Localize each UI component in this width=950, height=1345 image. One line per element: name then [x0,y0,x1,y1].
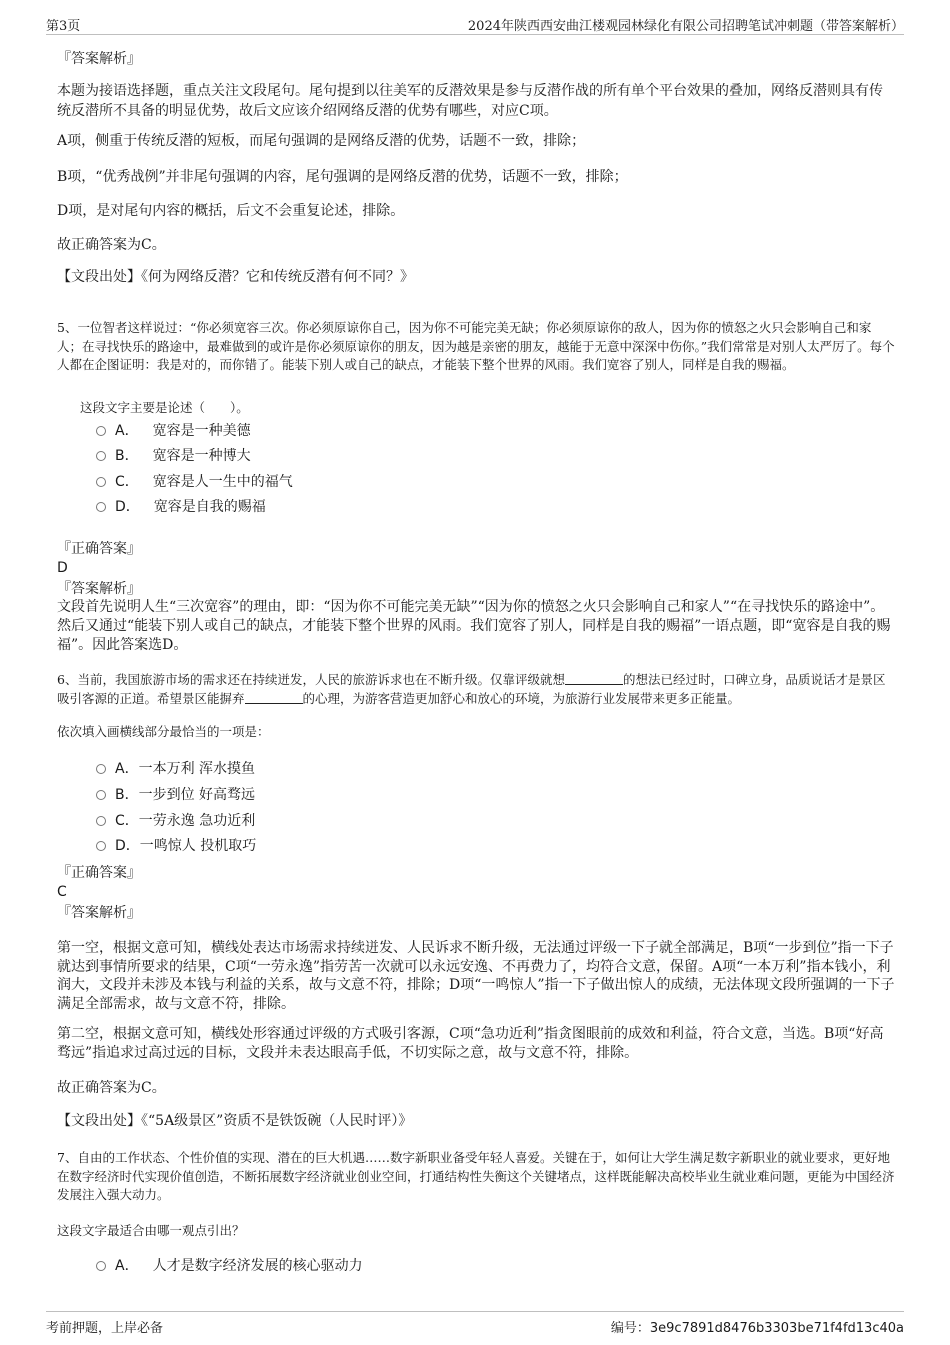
radio-icon[interactable] [96,426,106,436]
q6-stem: 6、当前，我国旅游市场的需求还在持续迸发，人民的旅游诉求也在不断升级。仅靠评级就想 的想法已经过时，口碑立身，品质说话才是景区吸引客源的正道。希望景区能摒弃 的心理，为游客营造更加舒心和放心的环境，为旅游行业发展带来更多正能量。 [57,672,886,706]
q5-option-d[interactable]: D． 宽容是自我的赐福 [96,497,266,517]
radio-icon[interactable] [96,841,106,851]
radio-icon[interactable] [96,477,106,487]
q5-correct-label: 『正确答案』 [57,541,141,557]
radio-icon[interactable] [96,816,106,826]
answer-blank [245,691,303,704]
q7-option-a[interactable]: A． 人才是数字经济发展的核心驱动力 [96,1256,363,1276]
q4-analysis-option-b: B项，“优秀战例”并非尾句强调的内容，尾句强调的是网络反潜的优势，话题不一致，排除； [57,169,628,185]
q4-conclusion: 故正确答案为C。 [57,237,166,253]
q6-analysis-para2: 第二空，根据文意可知，横线处形容通过评级的方式吸引客源，C项“急功近利”指贪图眼前的成效和利益，符合文意，当选。B项“好高骛远”指追求过高过远的目标，文段并未表达眼高手低，不切实际之意，故与文意不符，排除。 [57,1026,884,1061]
q5-analysis-label: 『答案解析』 [57,581,141,597]
q5-stem: 5、一位智者这样说过：“你必须宽容三次。你必须原谅你自己，因为你不可能完美无缺；你必须原谅你的敌人，因为你的愤怒之火只会影响自己和家人；在寻找快乐的路途中，最难做到的或许是你必须原谅你的朋友，因为越是亲密的朋友，越能于无意中深深中伤你。”我们常常是对别人太严厉了。每个人都在企图证明：我是对的，而你错了。能装下别人或自己的缺点，才能装下整个世界的风雨。我们宽容了别人，同样是自我的赐福。 [57,320,895,372]
radio-icon[interactable] [96,790,106,800]
radio-icon[interactable] [96,451,106,461]
document-title: 2024年陕西西安曲江楼观园林绿化有限公司招聘笔试冲刺题（带答案解析） [467,19,904,34]
page-header [46,11,904,35]
q6-correct-answer: C [57,884,67,900]
q5-question: 这段文字主要是论述（ ）。 [80,400,249,415]
footer-slogan: 考前押题，上岸必备 [46,1321,164,1336]
radio-icon[interactable] [96,764,106,774]
q6-analysis-label: 『答案解析』 [57,905,141,921]
q7-question: 这段文字最适合由哪一观点引出？ [57,1223,245,1238]
q5-option-c[interactable]: C． 宽容是人一生中的福气 [96,472,293,492]
q6-correct-label: 『正确答案』 [57,865,141,881]
q6-source: 【文段出处】《“5A级景区”资质不是铁饭碗（人民时评）》 [57,1113,413,1129]
q6-option-a[interactable]: A．一本万利 浑水摸鱼 [96,759,255,779]
page-footer [46,1311,904,1337]
page-number: 第3页 [46,19,81,34]
q5-option-a[interactable]: A． 宽容是一种美德 [96,421,251,441]
q5-option-b[interactable]: B． 宽容是一种博大 [96,446,251,466]
radio-icon[interactable] [96,1261,106,1271]
q4-analysis-label: 『答案解析』 [57,51,141,67]
q4-source: 【文段出处】《何为网络反潜？它和传统反潜有何不同？》 [57,269,414,285]
q6-option-d[interactable]: D．一鸣惊人 投机取巧 [96,836,256,856]
q6-option-c[interactable]: C．一劳永逸 急功近利 [96,811,255,831]
q6-option-b[interactable]: B．一步到位 好高骛远 [96,785,255,805]
q5-analysis: 文段首先说明人生“三次宽容”的理由，即：“因为你不可能完美无缺”“因为你的愤怒之火只会影响自己和家人”“在寻找快乐的路途中”。然后又通过“能装下别人或自己的缺点，才能装下整个世界的风雨。我们宽容了别人，同样是自我的赐福”一语点题，即“宽容是自我的赐福”。因此答案选D。 [57,599,891,653]
radio-icon[interactable] [96,502,106,512]
q6-question: 依次填入画横线部分最恰当的一项是： [57,724,270,739]
q4-analysis-para1: 本题为接语选择题，重点关注文段尾句。尾句提到以往美军的反潜效果是参与反潜作战的所有单个平台效果的叠加，网络反潜则具有传统反潜所不具备的明显优势，故后文应该介绍网络反潜的优势有哪些，对应C项。 [57,83,883,119]
document-id: 编号：3e9c7891d8476b3303be71f4fd13c40a [610,1321,904,1336]
answer-blank [565,672,623,685]
q5-correct-answer: D [57,560,68,576]
q6-conclusion: 故正确答案为C。 [57,1080,166,1096]
q4-analysis-option-a: A项，侧重于传统反潜的短板，而尾句强调的是网络反潜的优势，话题不一致，排除； [57,133,586,149]
q6-analysis-para1: 第一空，根据文意可知，横线处表达市场需求持续迸发、人民诉求不断升级，无法通过评级一下子就全部满足，B项“一步到位”指一下子就达到事情所要求的结果，C项“一劳永逸”指劳苦一次就可以永远安逸、不再费力了，均符合文意，保留。A项“一本万利”指本钱小，利润大，文段并未涉及本钱与利益的关系，故与文意不符，排除；D项“一鸣惊人”指一下子做出惊人的成绩，无法体现文段所强调的一下子满足全部需求，故与文意不符，排除。 [57,940,895,1012]
q7-stem: 7、自由的工作状态、个性价值的实现、潜在的巨大机遇……数字新职业备受年轻人喜爱。关键在于，如何让大学生满足数字新职业的就业要求，更好地在数字经济时代实现价值创造，不断拓展数字经济就业创业空间，打通结构性失衡这个关键堵点，这样既能解决高校毕业生就业难问题，更能为中国经济发展注入强大动力。 [57,1150,895,1202]
q4-analysis-option-d: D项，是对尾句内容的概括，后文不会重复论述，排除。 [57,203,405,219]
